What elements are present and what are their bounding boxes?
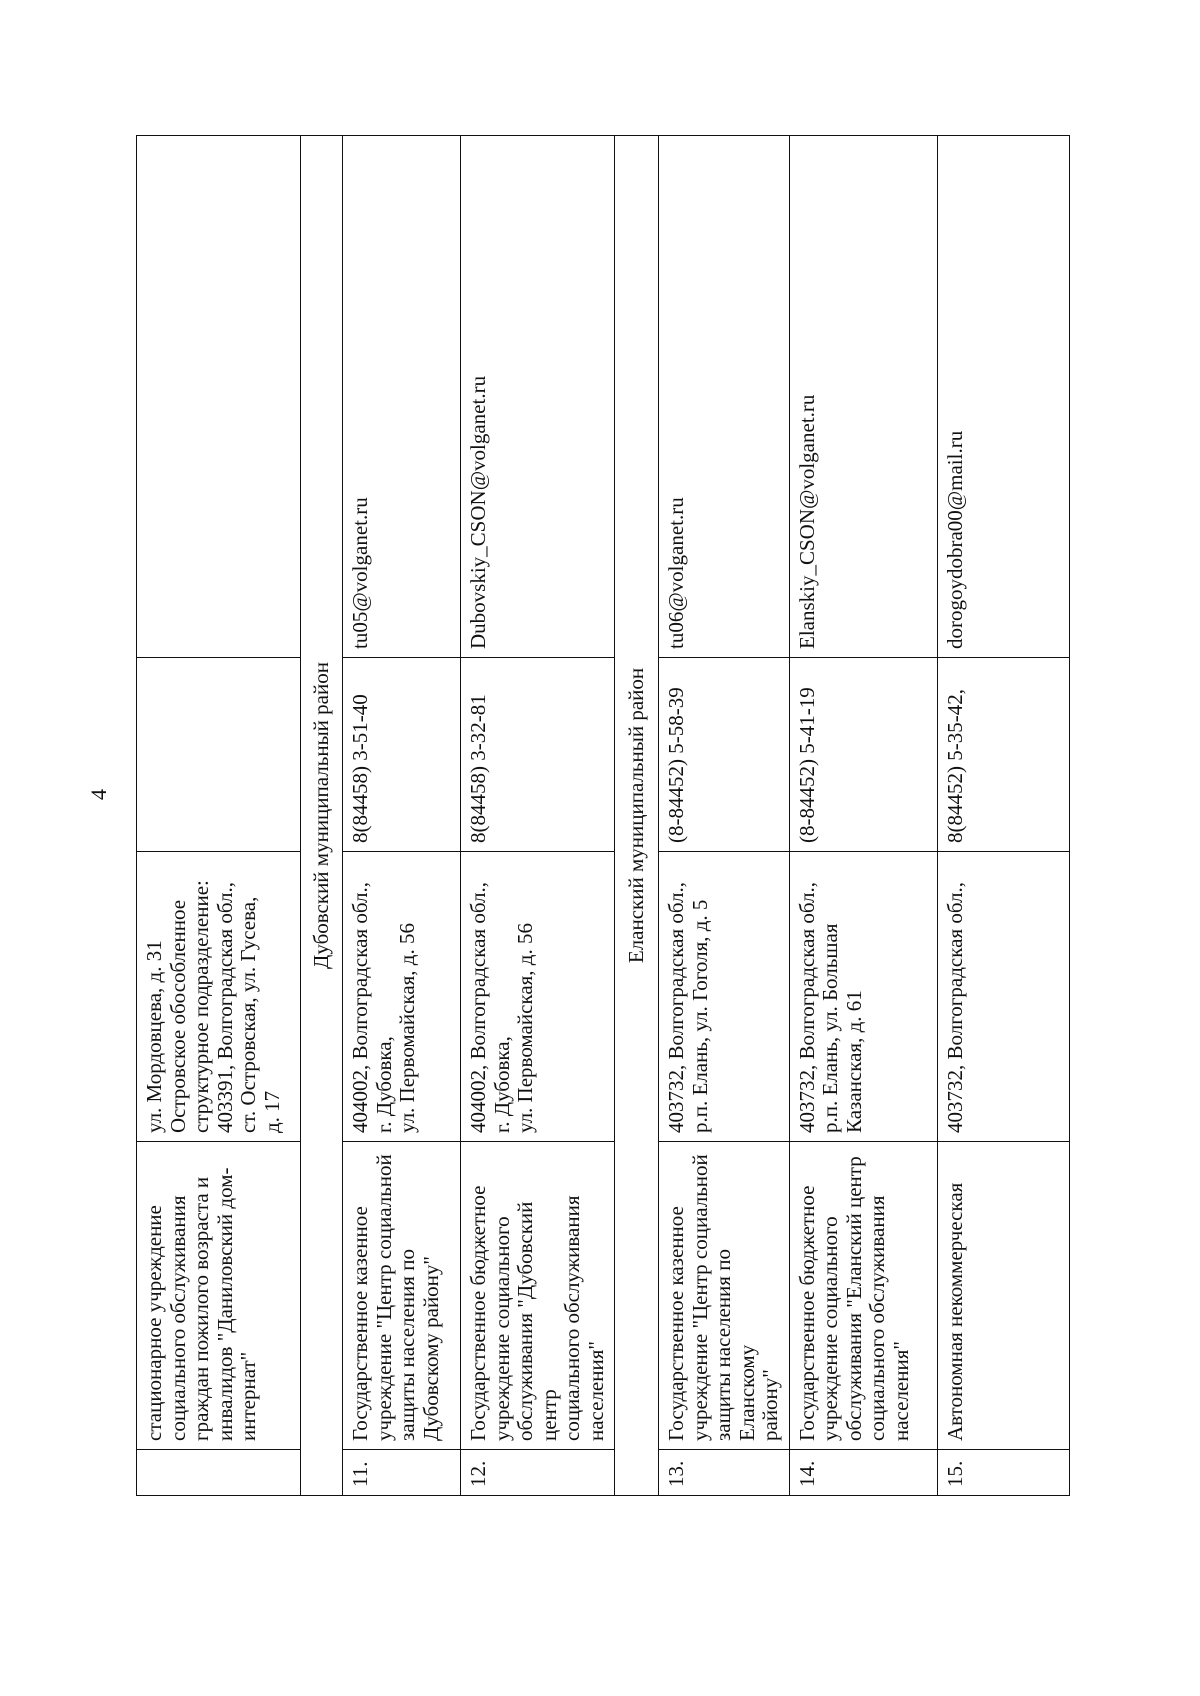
cell-phone: 8(84452) 5-35-42,	[937, 658, 1069, 852]
table-row	[343, 136, 461, 1496]
table-row	[137, 136, 301, 1496]
cell-email: Elanskiy_CSON@volganet.ru	[789, 136, 937, 658]
table-row	[789, 136, 937, 1496]
cell-num: 15.	[937, 1450, 1069, 1496]
cell-phone: (8-84452) 5-41-19	[789, 658, 937, 852]
cell-num: 11.	[343, 1450, 461, 1496]
cell-num: 13.	[659, 1450, 790, 1496]
cell-phone	[137, 658, 301, 852]
table-row	[937, 136, 1069, 1496]
cell-num	[137, 1450, 301, 1496]
rotated-table-wrapper	[136, 136, 1050, 1496]
cell-num: 12.	[461, 1450, 615, 1496]
section-title: Еланский муниципальный район	[615, 136, 659, 1496]
cell-address: 403732, Волгоградская обл.,	[937, 852, 1069, 1142]
page-number: 4	[86, 789, 111, 800]
cell-name: стационарное учреждение социального обслуживания граждан пожилого возраста и инвалидов "Даниловский дом- интернат"	[137, 1142, 301, 1450]
cell-email: tu05@volganet.ru	[343, 136, 461, 658]
table-row	[461, 136, 615, 1496]
cell-address: ул. Мордовцева, д. 31 Островское обособленное структурное подразделение: 403391, Волгоградская обл., ст. Островская, ул. Гусева, д. 17	[137, 852, 301, 1142]
cell-email: tu06@volganet.ru	[659, 136, 790, 658]
cell-phone: (8-84452) 5-58-39	[659, 658, 790, 852]
cell-num: 14.	[789, 1450, 937, 1496]
cell-phone: 8(84458) 3-51-40	[343, 658, 461, 852]
cell-address: 404002, Волгоградская обл., г. Дубовка, ул. Первомайская, д. 56	[343, 852, 461, 1142]
cell-name: Государственное бюджетное учреждение социального обслуживания "Дубовский центр социального обслуживания населения"	[461, 1142, 615, 1450]
cell-phone: 8(84458) 3-32-81	[461, 658, 615, 852]
section-header-row	[615, 136, 659, 1496]
cell-name: Государственное казенное учреждение "Центр социальной защиты населения по Дубовскому району"	[343, 1142, 461, 1450]
table-row	[659, 136, 790, 1496]
cell-address: 403732, Волгоградская обл., р.п. Елань, ул. Гоголя, д. 5	[659, 852, 790, 1142]
section-header-row	[301, 136, 343, 1496]
cell-name: Государственное казенное учреждение "Центр социальной защиты населения по Еланскому району"	[659, 1142, 790, 1450]
cell-address: 403732, Волгоградская обл., р.п. Елань, ул. Большая Казанская, д. 61	[789, 852, 937, 1142]
cell-email: Dubovskiy_CSON@volganet.ru	[461, 136, 615, 658]
section-title: Дубовский муниципальный район	[301, 136, 343, 1496]
cell-name: Государственное бюджетное учреждение социального обслуживания "Еланский центр социального обслуживания населения"	[789, 1142, 937, 1450]
cell-address: 404002, Волгоградская обл., г. Дубовка, ул. Первомайская, д. 56	[461, 852, 615, 1142]
organizations-table	[136, 135, 1070, 1496]
cell-name: Автономная некоммерческая	[937, 1142, 1069, 1450]
cell-email: dorogoydobra00@mail.ru	[937, 136, 1069, 658]
cell-email	[137, 136, 301, 658]
